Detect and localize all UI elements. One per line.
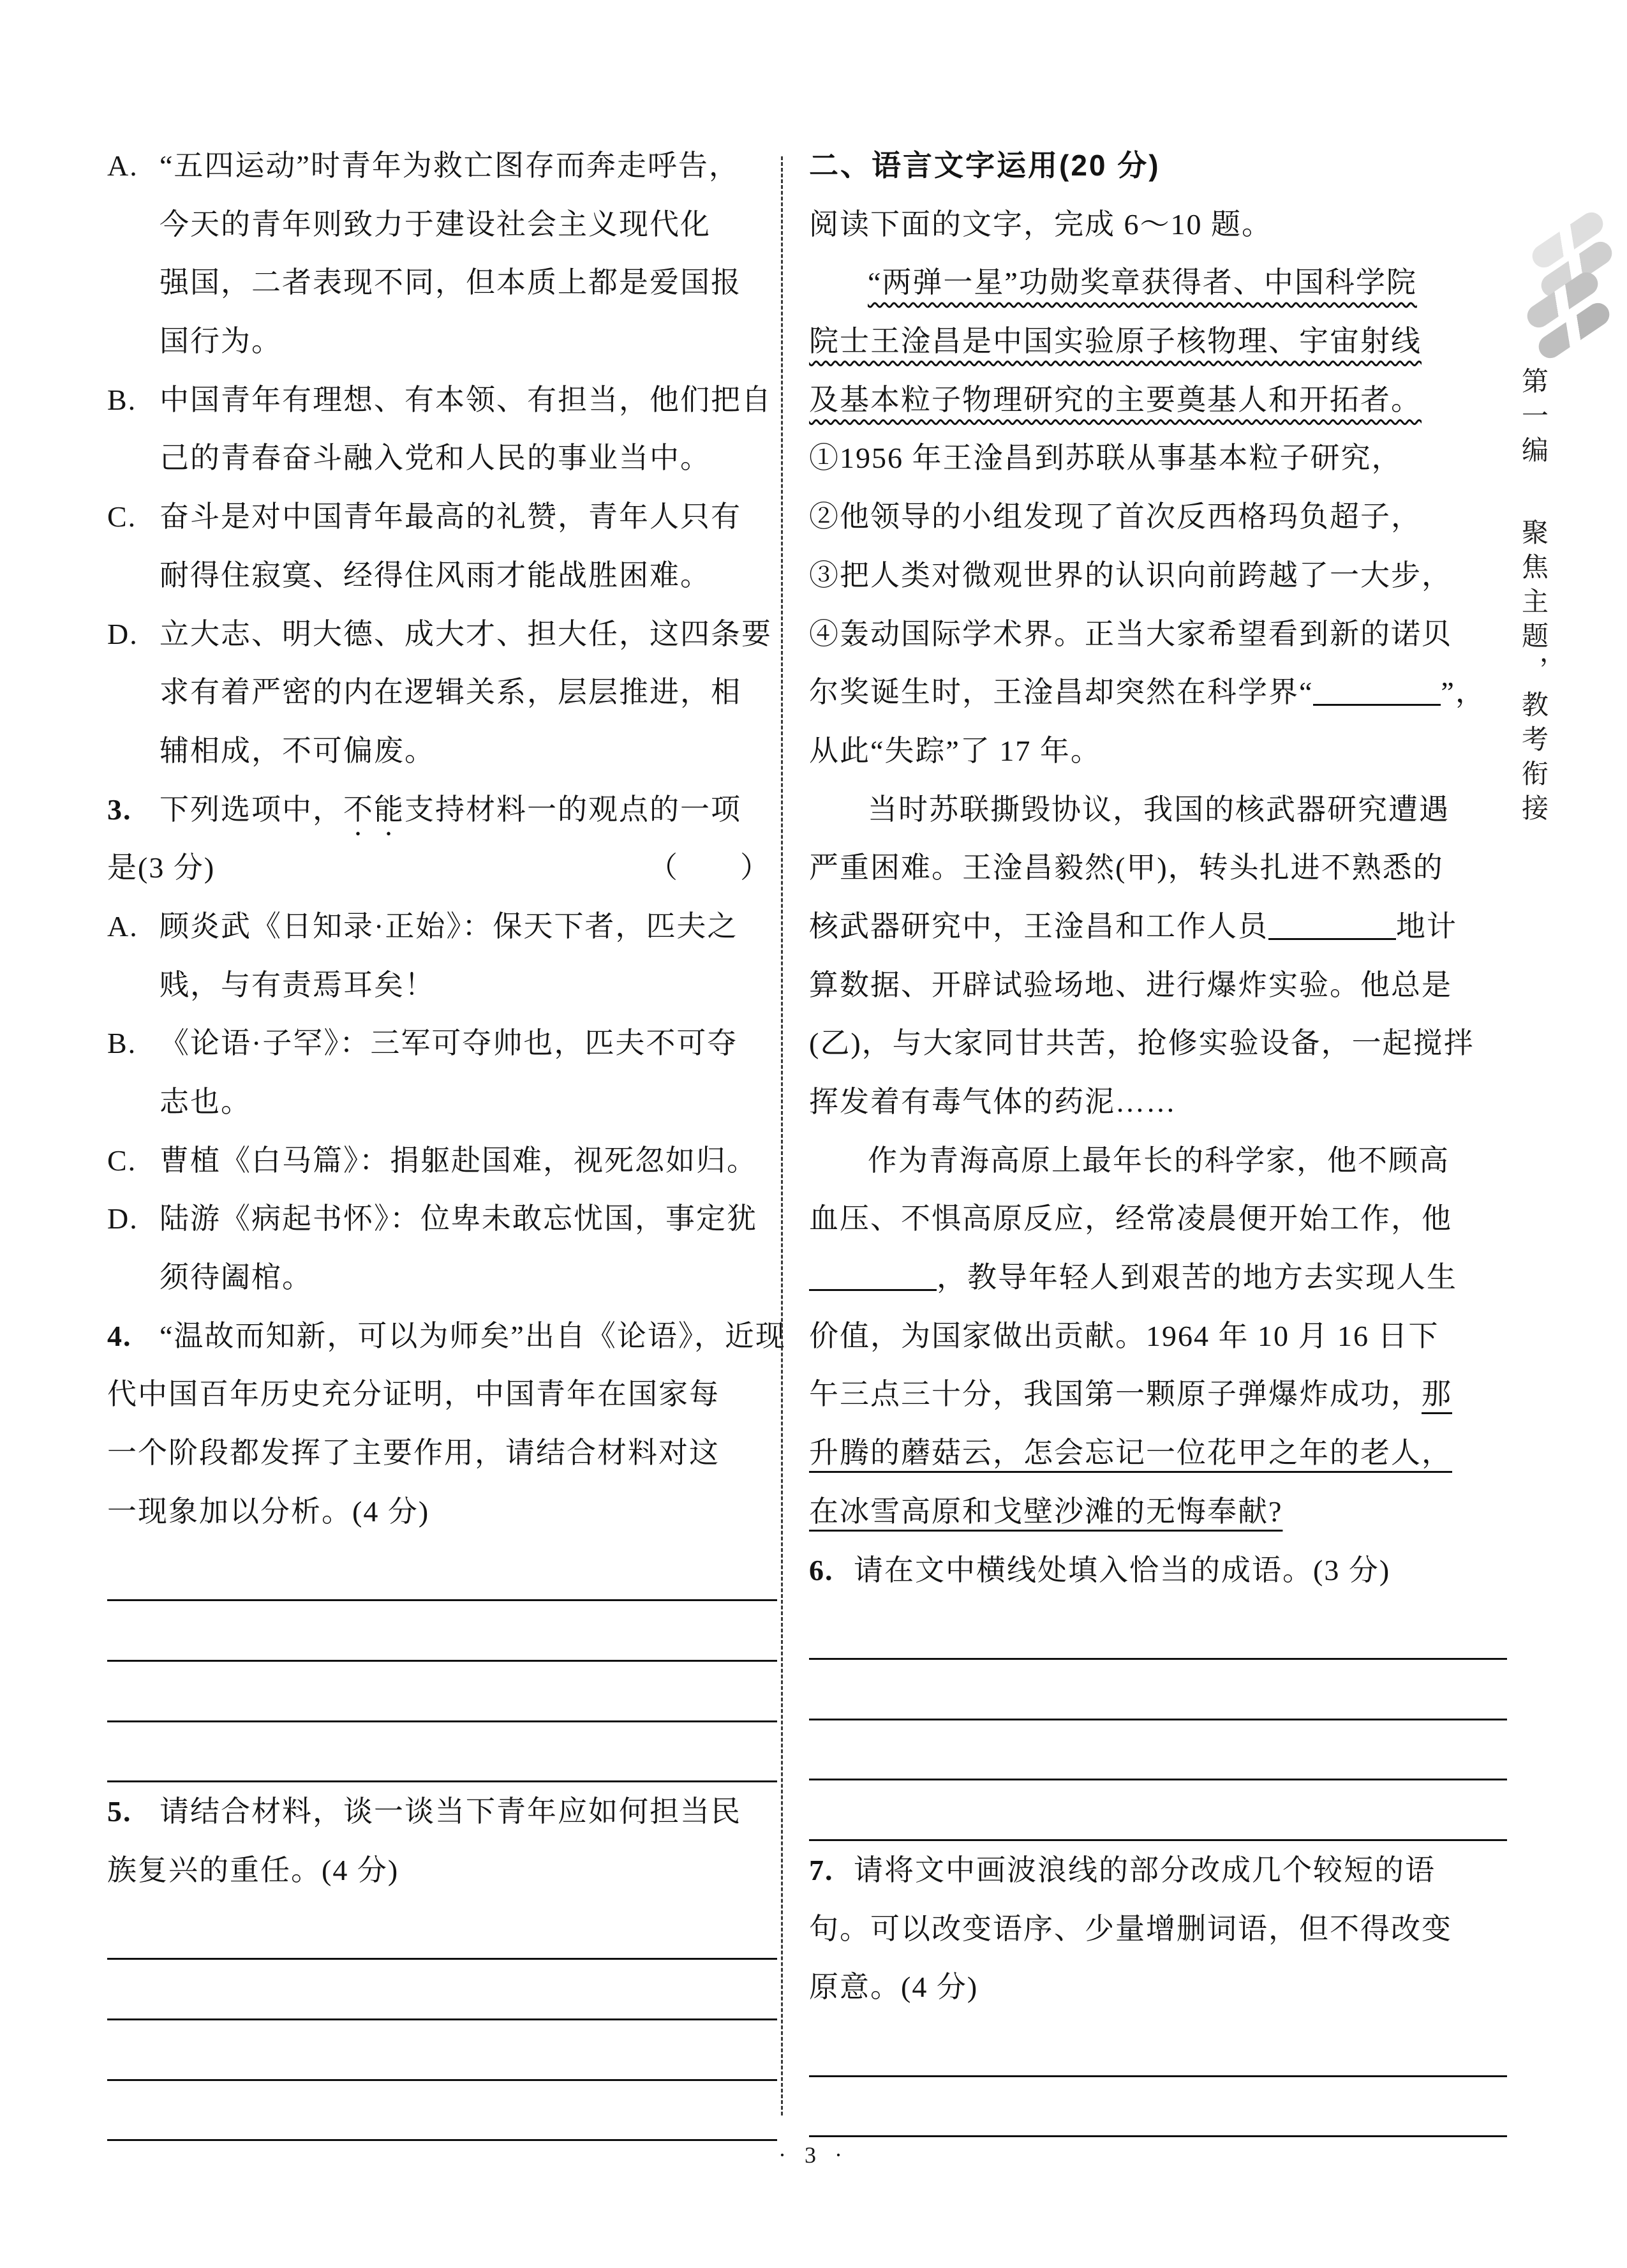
- text-line: [107, 195, 777, 254]
- text-segment: 血压、不惧高原反应，经常凌晨便开始工作，他: [809, 1202, 1452, 1235]
- answer-line: [107, 1722, 777, 1783]
- line-text: [809, 910, 1457, 943]
- line-text: [160, 793, 741, 826]
- line-text: [160, 1795, 741, 1828]
- text-line: [809, 1073, 1507, 1131]
- line-text: [809, 618, 1452, 650]
- line-text: [160, 618, 772, 650]
- text-segment: 一个阶段都发挥了主要作用，请结合材料对这: [107, 1436, 720, 1470]
- text-line: [809, 1131, 1507, 1190]
- line-text: [107, 1854, 399, 1886]
- text-line: [809, 371, 1507, 429]
- text-segment: “五四运动”时青年为救亡图存而奔走呼告，: [160, 149, 739, 182]
- text-line: [809, 839, 1507, 897]
- line-text: [809, 325, 1422, 357]
- answer-line: [107, 2020, 777, 2081]
- text-line: [809, 1900, 1507, 1958]
- line-text: [809, 1202, 1452, 1235]
- text-segment: 院士王淦昌是中国实验原子核物理、宇宙射线: [809, 325, 1422, 358]
- text-segment: ③把人类对微观世界的认识向前跨越了一大步，: [809, 558, 1452, 592]
- text-segment: 午三点三十分，我国第一颗原子弹爆炸成功，: [809, 1378, 1422, 1411]
- text-line: [809, 1307, 1507, 1366]
- text-segment: 曹植《白马篇》：捐躯赴国难，视死忽如归。: [160, 1144, 757, 1177]
- line-text: [809, 1086, 1177, 1118]
- text-segment: ”，: [1441, 676, 1486, 709]
- edition-label: 第一编: [1518, 367, 1547, 470]
- line-text: [809, 559, 1452, 592]
- line-text: [809, 442, 1402, 474]
- text-line: [107, 663, 777, 722]
- text-line: [107, 253, 777, 312]
- text-segment: 贱，与有责焉耳矣！: [160, 968, 435, 1001]
- line-text: [160, 266, 741, 299]
- text-line: [809, 1958, 1507, 2017]
- item-marker: 3.: [107, 793, 132, 826]
- sidebar-logo-icon: [1511, 227, 1619, 374]
- text-line: [107, 897, 777, 956]
- line-text: [868, 266, 1417, 299]
- line-text: [160, 208, 711, 241]
- text-line: [809, 1841, 1507, 1900]
- answer-bracket: （ ）: [648, 851, 771, 884]
- line-text: [160, 442, 711, 474]
- text-segment: 强国，二者表现不同，但本质上都是爱国报: [160, 266, 741, 299]
- text-segment: 阅读下面的文字，完成 6～10 题。: [809, 207, 1272, 241]
- text-line: [809, 663, 1507, 722]
- text-segment: 族复兴的重任。(4 分): [107, 1853, 399, 1886]
- text-segment: 志也。: [160, 1086, 251, 1118]
- item-marker: 5.: [107, 1795, 132, 1828]
- line-text: [809, 1320, 1439, 1352]
- text-segment: 中国青年有理想、有本领、有担当，他们把自: [160, 383, 772, 416]
- text-segment: 今天的青年则致力于建设社会主义现代化: [160, 207, 711, 241]
- text-segment: 代中国百年历史充分证明，中国青年在国家每: [107, 1378, 720, 1411]
- text-segment: 尔奖诞生时，王淦昌却突然在科学界“: [809, 676, 1314, 709]
- text-line: [809, 429, 1507, 488]
- text-line: [107, 1073, 777, 1131]
- fill-in-blank: [1313, 698, 1441, 706]
- section-heading: [809, 137, 1507, 195]
- line-text: [809, 851, 1444, 884]
- line-text: [160, 500, 741, 533]
- item-marker: D.: [107, 1202, 138, 1235]
- line-text: [107, 1436, 720, 1469]
- line-text: [107, 1495, 429, 1528]
- line-text: [854, 1554, 1390, 1586]
- item-marker: B.: [107, 383, 137, 416]
- answer-line: [809, 1720, 1507, 1781]
- line-text: [160, 325, 282, 357]
- text-line: [107, 546, 777, 605]
- line-text: [160, 1086, 251, 1118]
- line-text: [868, 1144, 1450, 1177]
- text-line: [107, 1307, 786, 1366]
- text-line: [809, 253, 1507, 312]
- text-segment: 辅相成，不可偏废。: [160, 734, 435, 767]
- text-line: [107, 1131, 777, 1190]
- text-segment: 作为青海高原上最年长的科学家，他不顾高: [868, 1144, 1450, 1177]
- line-text: [160, 1202, 757, 1235]
- text-line: [809, 546, 1507, 605]
- text-segment: 严重困难。王淦昌毅然(甲)，转头扎进不熟悉的: [809, 851, 1444, 884]
- text-line: [107, 1782, 777, 1841]
- text-line: [809, 605, 1507, 664]
- text-line: [107, 1424, 777, 1482]
- line-text: [160, 1320, 786, 1352]
- answer-line: [107, 2081, 777, 2142]
- text-segment: 原意。(4 分): [809, 1971, 979, 2004]
- text-segment: “温故而知新，可以为师矣”出自《论语》，近现: [160, 1319, 786, 1352]
- text-line: [107, 371, 777, 429]
- text-line: [107, 1014, 777, 1073]
- text-segment: 升腾的蘑菇云，怎会忘记一位花甲之年的老人，: [809, 1436, 1452, 1470]
- item-marker: D.: [107, 617, 138, 650]
- text-line: [809, 1190, 1507, 1248]
- item-marker: 6.: [809, 1553, 834, 1586]
- text-line: [107, 780, 777, 839]
- text-line: [107, 137, 777, 195]
- text-segment: ①1956 年王淦昌到苏联从事基本粒子研究，: [809, 442, 1402, 475]
- text-line: [107, 488, 777, 546]
- item-marker: 7.: [809, 1853, 834, 1886]
- page-number: · 3 ·: [778, 2142, 849, 2168]
- text-segment: 陆游《病起书怀》：位卑未敢忘忧国，事定犹: [160, 1202, 757, 1235]
- line-text: [160, 735, 435, 767]
- line-text: [160, 149, 739, 182]
- line-text: [107, 1378, 720, 1410]
- text-segment: 耐得住寂寞、经得住风雨才能战胜困难。: [160, 558, 711, 592]
- text-line: [809, 312, 1507, 371]
- text-segment: 支持材料一的观点的一项: [405, 793, 741, 826]
- line-text: [809, 1971, 978, 2003]
- theme-label: 聚焦主题，教考衔接: [1518, 518, 1547, 828]
- text-segment: 下列选项中，: [160, 793, 343, 826]
- line-text: [809, 1027, 1475, 1059]
- left-column: [107, 137, 786, 2141]
- line-text: [809, 676, 1486, 708]
- fill-in-blank: [1268, 932, 1396, 940]
- text-segment: 核武器研究中，王淦昌和工作人员: [809, 909, 1268, 943]
- item-marker: C.: [107, 500, 137, 533]
- line-text: [809, 969, 1452, 1001]
- text-segment: 二、语言文字运用(20 分): [809, 149, 1161, 182]
- line-text: [809, 1495, 1282, 1528]
- line-text: [809, 1436, 1452, 1469]
- line-text: [809, 500, 1422, 533]
- text-line: [809, 1541, 1507, 1600]
- line-text: [160, 969, 435, 1001]
- text-segment: 《论语·子罕》：三军可夺帅也，匹夫不可夺: [160, 1027, 738, 1060]
- emphasized-text: 不能: [343, 793, 405, 826]
- item-marker: C.: [107, 1144, 137, 1177]
- text-line: [107, 956, 777, 1015]
- edition-sidebar: [1513, 367, 1552, 1260]
- line-text: [809, 384, 1422, 416]
- text-segment: ②他领导的小组发现了首次反西格玛负超子，: [809, 500, 1422, 533]
- line-text: [160, 1144, 757, 1177]
- answer-line: [107, 1900, 777, 1960]
- text-segment: 请在文中横线处填入恰当的成语。(3 分): [854, 1553, 1391, 1586]
- line-text: [160, 1261, 313, 1294]
- text-line: [809, 1248, 1507, 1307]
- right-column: [809, 137, 1507, 2137]
- text-line: [809, 780, 1507, 839]
- line-text: [868, 793, 1450, 826]
- text-line: [809, 1014, 1507, 1073]
- line-text: [160, 384, 772, 416]
- text-line: [107, 839, 777, 897]
- line-text: [809, 1261, 1457, 1294]
- line-text: [809, 208, 1272, 241]
- text-segment: 请将文中画波浪线的部分改成几个较短的语: [854, 1853, 1436, 1886]
- text-line: [107, 1482, 777, 1541]
- line-text: [160, 1027, 738, 1059]
- text-line: [107, 1248, 777, 1307]
- text-line: [107, 1190, 777, 1248]
- text-segment: 地计: [1396, 909, 1457, 943]
- text-line: [809, 195, 1507, 254]
- line-text: [809, 1378, 1452, 1410]
- text-line: [809, 1424, 1507, 1482]
- text-line: [107, 1365, 777, 1424]
- answer-line: [809, 2017, 1507, 2077]
- text-segment: 从此“失踪”了 17 年。: [809, 734, 1101, 767]
- text-segment: 那: [1422, 1378, 1452, 1411]
- fill-in-blank: [809, 1283, 937, 1291]
- answer-line: [107, 1601, 777, 1662]
- text-line: [107, 312, 777, 371]
- line-text: [809, 1913, 1452, 1945]
- item-marker: B.: [107, 1027, 137, 1060]
- text-segment: 挥发着有毒气体的药泥……: [809, 1086, 1177, 1118]
- text-segment: 顾炎武《日知录·正始》：保天下者，匹夫之: [160, 909, 738, 943]
- line-text: [809, 149, 1161, 182]
- text-segment: 己的青春奋斗融入党和人民的事业当中。: [160, 442, 711, 475]
- text-line: [809, 1365, 1507, 1424]
- text-line: [809, 897, 1507, 956]
- text-line: [107, 722, 777, 780]
- text-segment: 当时苏联撕毁协议，我国的核武器研究遭遇: [868, 793, 1450, 826]
- text-line: [809, 1482, 1507, 1541]
- item-marker: A.: [107, 909, 138, 943]
- text-segment: 国行为。: [160, 325, 282, 358]
- text-segment: 及基本粒子物理研究的主要奠基人和开拓者。: [809, 383, 1422, 416]
- text-line: [809, 956, 1507, 1015]
- line-text: [107, 851, 215, 884]
- item-marker: 4.: [107, 1319, 132, 1352]
- text-segment: 求有着严密的内在逻辑关系，层层推进，相: [160, 676, 741, 709]
- line-text: [160, 676, 741, 708]
- line-text: [809, 735, 1101, 767]
- answer-line: [107, 1541, 777, 1602]
- text-segment: 价值，为国家做出贡献。1964 年 10 月 16 日下: [809, 1319, 1439, 1352]
- text-segment: 句。可以改变语序、少量增删词语，但不得改变: [809, 1912, 1452, 1945]
- answer-line: [809, 2077, 1507, 2138]
- text-line: [809, 722, 1507, 780]
- text-segment: “两弹一星”功勋奖章获得者、中国科学院: [868, 266, 1417, 299]
- text-segment: 奋斗是对中国青年最高的礼赞，青年人只有: [160, 500, 741, 533]
- answer-line: [107, 1960, 777, 2020]
- answer-line: [809, 1660, 1507, 1720]
- text-segment: ④轰动国际学术界。正当大家希望看到新的诺贝: [809, 617, 1452, 650]
- item-marker: A.: [107, 149, 138, 182]
- text-segment: (乙)，与大家同甘共苦，抢修实验设备，一起搅拌: [809, 1027, 1475, 1060]
- line-text: [160, 559, 711, 592]
- line-text: [160, 910, 738, 943]
- column-divider: [781, 156, 783, 2115]
- text-line: [107, 429, 777, 488]
- text-segment: 立大志、明大德、成大才、担大任，这四条要: [160, 617, 772, 650]
- text-line: [107, 1841, 777, 1900]
- text-line: [107, 605, 777, 664]
- text-segment: 一现象加以分析。(4 分): [107, 1495, 430, 1528]
- text-segment: 请结合材料，谈一谈当下青年应如何担当民: [160, 1795, 741, 1828]
- text-line: [809, 488, 1507, 546]
- text-segment: 算数据、开辟试验场地、进行爆炸实验。他总是: [809, 968, 1452, 1001]
- answer-line: [809, 1599, 1507, 1660]
- text-segment: 在冰雪高原和戈壁沙滩的无悔奉献?: [809, 1495, 1283, 1528]
- text-segment: 是(3 分): [107, 851, 216, 884]
- text-segment: 须待阖棺。: [160, 1261, 313, 1294]
- line-text: [854, 1854, 1436, 1886]
- text-segment: ，教导年轻人到艰苦的地方去实现人生: [937, 1261, 1457, 1294]
- answer-line: [809, 1780, 1507, 1841]
- answer-line: [107, 1662, 777, 1722]
